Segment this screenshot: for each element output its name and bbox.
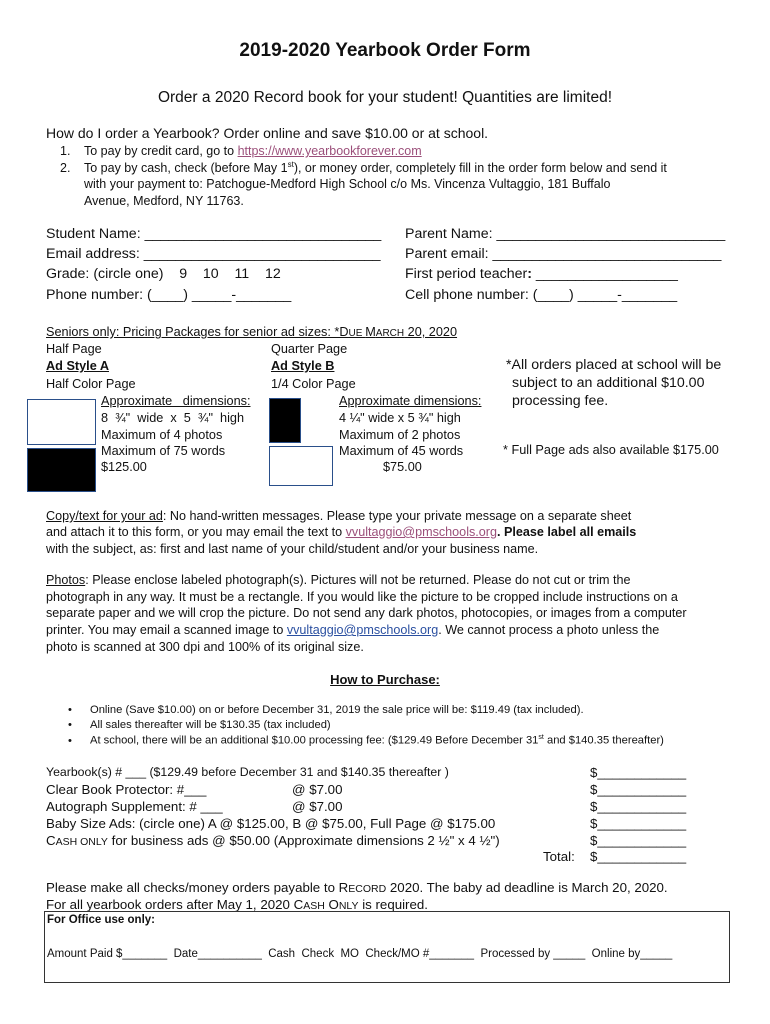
footer-text: For all yearbook orders after May 1, 2020 C (46, 897, 304, 912)
half-words: Maximum of 75 words (101, 444, 226, 458)
superscript: st (538, 734, 544, 741)
heading-text: Seniors only: Pricing Packages for senior ad sizes: *D (46, 325, 349, 339)
total-amount-blank[interactable]: $____________ (590, 849, 687, 864)
photos-line-1 (46, 573, 631, 587)
half-dims-label: Approximate dimensions: (101, 394, 251, 408)
yearbook-qty-line[interactable]: Yearbook(s) # ___ ($129.49 before December 31 and $140.35 thereafter ) (46, 765, 449, 779)
page-title: 2019-2020 Yearbook Order Form (239, 40, 531, 61)
bullet-dot: • (68, 734, 72, 747)
heading-text: M (365, 325, 376, 339)
copytext-line-1 (46, 509, 631, 523)
heading-smallcaps: UE (348, 328, 366, 339)
step-text: To pay by cash, check (before May 1 (84, 161, 288, 176)
bullet-dot: • (68, 704, 72, 716)
step-number: 1. (60, 144, 71, 158)
protector-price: @ $7.00 (292, 782, 343, 797)
protector-line[interactable]: Clear Book Protector: #___ (46, 782, 207, 797)
half-price: $125.00 (101, 460, 147, 474)
baby-ads-line[interactable]: Baby Size Ads: (circle one) A @ $125.00, B @ $75.00, Full Page @ $175.00 (46, 816, 496, 831)
photos-line-5: photo is scanned at 300 dpi and 100% of its original size. (46, 640, 364, 654)
note-school-fee-2: subject to an additional $10.00 (512, 375, 705, 391)
half-page-sample-black (27, 448, 96, 492)
note-full-page: * Full Page ads also available $175.00 (503, 443, 719, 457)
footer-text: Please make all checks/money orders payable to R (46, 880, 349, 895)
superscript: st (287, 160, 294, 169)
quarter-price: $75.00 (383, 460, 422, 474)
parent-email-field[interactable]: Parent email: _____________________________ (405, 246, 722, 262)
autograph-line[interactable]: Autograph Supplement: # ___ (46, 799, 223, 814)
cash-smallcaps: ASH ONLY (55, 836, 108, 848)
cell-phone-field[interactable]: Cell phone number: (____) _____-_______ (405, 287, 678, 303)
yearbook-amount-blank[interactable]: $____________ (590, 765, 687, 780)
bullet-dot: • (68, 719, 72, 731)
how-to-purchase-heading: How to Purchase: (330, 672, 440, 687)
step-text: To pay by credit card, go to (84, 144, 238, 158)
copytext-line-2 (46, 525, 636, 539)
purchase-bullet-3 (68, 734, 664, 747)
protector-amount-blank[interactable]: $____________ (590, 782, 687, 797)
quarter-page-sample-white (269, 446, 333, 486)
copytext-line-3: with the subject, as: first and last name of your child/student and/or your business name. (46, 542, 539, 556)
half-color-page: Half Color Page (46, 377, 136, 391)
photos-text: : Please enclose labeled photograph(s). Pictures will not be returned. Please do not cut or trim the (85, 573, 631, 587)
copytext-email-link[interactable]: vvultaggio@pmschools.org (345, 525, 497, 539)
note-school-fee-1: *All orders placed at school will be (506, 357, 722, 373)
bullet-text: and $140.35 thereafter) (543, 734, 664, 747)
step-text: ), or money order, completely fill in the order form below and send it (293, 161, 667, 176)
footer-smallcaps: NLY (338, 900, 359, 912)
photos-text: . We cannot process a photo unless the (438, 623, 660, 637)
footer-text: is required. (358, 897, 428, 912)
quarter-words: Maximum of 45 words (339, 444, 464, 458)
photos-line-3: separate paper and we will crop the picture. Do not send any dark photos, photocopies, or images from a computer (46, 606, 687, 620)
photos-email-link[interactable]: vvultaggio@pmschools.org (286, 623, 439, 637)
quarter-dims: 4 ¼" wide x 5 ¾" high (339, 411, 461, 425)
photos-label: Photos (46, 573, 86, 587)
teacher-colon: : (527, 266, 532, 282)
half-page-label: Half Page (46, 342, 102, 356)
phone-field[interactable]: Phone number: (____) _____-_______ (46, 287, 292, 303)
step-2-line-2: with your payment to: Patchogue-Medford High School c/o Ms. Vincenza Vultaggio, 181 Buffalo (84, 177, 611, 191)
yearbookforever-link[interactable]: https://www.yearbookforever.com (237, 144, 422, 158)
photos-line-2: photograph in any way. It must be a rectangle. If you would like the picture to be cropped include instructions on a (46, 590, 678, 604)
step-1 (60, 144, 422, 158)
teacher-blank: __________________ (531, 266, 678, 282)
footer-smallcaps: ECORD (348, 883, 387, 895)
bullet-text: At school, there will be an additional $10.00 processing fee: ($129.49 Before December 31 (90, 734, 539, 747)
bullet-text: Online (Save $10.00) on or before December 31, 2019 the sale price will be: $119.49 (tax included). (90, 704, 584, 716)
photos-text: printer. You may email a scanned image to (46, 623, 287, 637)
ad-style-a: Ad Style A (46, 359, 109, 373)
teacher-field[interactable] (405, 266, 678, 282)
student-name-field[interactable]: Student Name: ______________________________ (46, 226, 382, 242)
step-number: 2. (60, 161, 71, 176)
bullet-text: All sales thereafter will be $130.35 (tax included) (90, 719, 331, 731)
baby-amount-blank[interactable]: $____________ (590, 816, 687, 831)
subtitle: Order a 2020 Record book for your student! Quantities are limited! (157, 89, 613, 106)
purchase-bullet-1 (68, 704, 584, 716)
autograph-amount-blank[interactable]: $____________ (590, 799, 687, 814)
office-use-box (44, 911, 730, 983)
total-label: Total: (543, 849, 575, 864)
photos-line-4 (46, 623, 659, 637)
seniors-heading (46, 325, 457, 339)
cash-cap: C (46, 833, 56, 848)
step-2 (60, 160, 667, 175)
half-dims: 8 ¾" wide x 5 ¾" high (101, 411, 245, 425)
step-2-line-3: Avenue, Medford, NY 11763. (84, 194, 244, 208)
cash-amount-blank[interactable]: $____________ (590, 833, 687, 848)
half-photos: Maximum of 4 photos (101, 428, 223, 442)
office-use-fields: Amount Paid $_______ Date__________ Cash Check MO Check/MO #_______ Processed by _____ Online by_____ (47, 948, 673, 960)
purchase-bullet-2 (68, 719, 331, 731)
cash-only-line[interactable] (46, 833, 500, 848)
heading-smallcaps: ARCH (375, 328, 405, 339)
parent-name-field[interactable]: Parent Name: _____________________________ (405, 226, 726, 242)
quarter-page-label: Quarter Page (271, 342, 348, 356)
footer-text: O (324, 897, 339, 912)
quarter-photos: Maximum of 2 photos (339, 428, 461, 442)
payable-note (46, 880, 668, 895)
heading-text: 20, 2020 (404, 325, 458, 339)
copytext-text: : No hand-written messages. Please type your private message on a separate sheet (162, 509, 632, 523)
footer-text: 2020. The baby ad deadline is March 20, 2020. (386, 880, 668, 895)
footer-smallcaps: ASH (303, 900, 325, 912)
cash-only-note (46, 897, 428, 912)
ad-style-b: Ad Style B (271, 359, 335, 373)
autograph-price: @ $7.00 (292, 799, 343, 814)
note-school-fee-3: processing fee. (512, 393, 609, 409)
cash-text: for business ads @ $50.00 (Approximate dimensions 2 ½" x 4 ½") (107, 833, 500, 848)
office-use-heading: For Office use only: (47, 914, 155, 926)
email-field[interactable]: Email address: ______________________________ (46, 246, 381, 262)
quarter-page-sample-black (269, 398, 301, 443)
copytext-label: Copy/text for your ad (46, 509, 163, 523)
teacher-label: First period teacher (405, 266, 528, 282)
how-to-order-question: How do I order a Yearbook? Order online and save $10.00 or at school. (46, 125, 489, 141)
copytext-text: and attach it to this form, or you may email the text to (46, 525, 346, 539)
half-page-sample-white (27, 399, 96, 445)
quarter-color-page: 1/4 Color Page (271, 377, 356, 391)
grade-field[interactable]: Grade: (circle one) 9 10 11 12 (46, 266, 281, 282)
quarter-dims-label: Approximate dimensions: (339, 394, 482, 408)
copytext-text: . Please label all emails (496, 525, 637, 539)
